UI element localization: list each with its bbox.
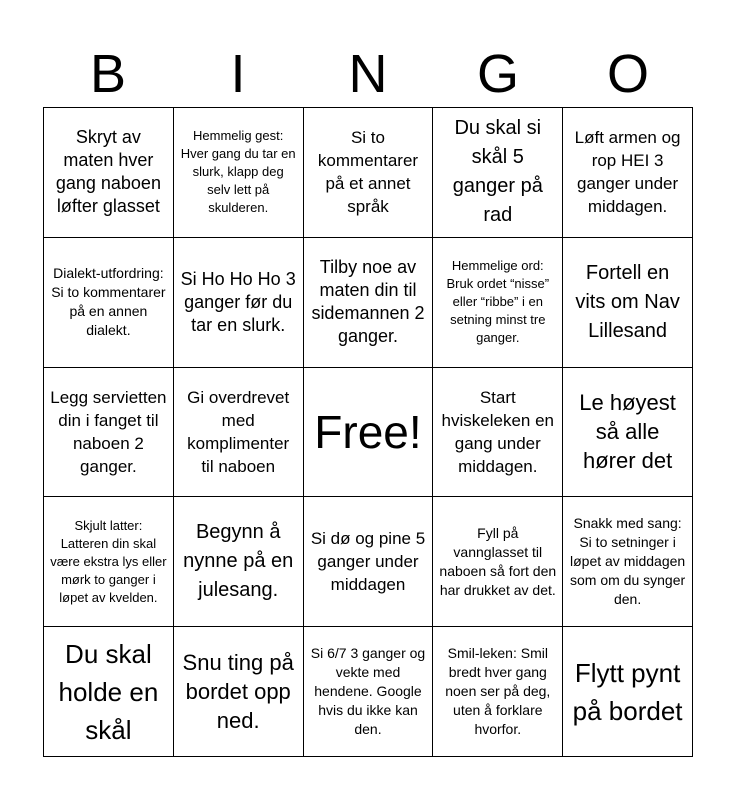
bingo-header xyxy=(43,40,693,108)
cell-text: Le høyest så alle hører det xyxy=(579,390,676,474)
bingo-cell[interactable] xyxy=(174,108,304,238)
bingo-cell[interactable] xyxy=(304,238,434,368)
bingo-cell[interactable] xyxy=(563,627,693,757)
cell-text: Tilby noe av maten din til sidemannen 2 ganger. xyxy=(311,257,425,347)
bingo-cell[interactable] xyxy=(304,627,434,757)
cell-text: Flytt pynt på bordet xyxy=(572,657,683,726)
cell-text: Dialekt-utfordring: Si to kommentarer på en annen dialekt. xyxy=(51,265,166,339)
header-letter-i: I xyxy=(230,44,246,104)
cell-text: Du skal si skål 5 ganger på rad xyxy=(452,117,543,227)
cell-text: Legg servietten din i fanget til naboen 2 ganger. xyxy=(50,387,167,476)
bingo-cell[interactable] xyxy=(304,108,434,238)
bingo-cell[interactable] xyxy=(563,368,693,498)
bingo-cell[interactable] xyxy=(174,627,304,757)
bingo-cell[interactable] xyxy=(433,368,563,498)
bingo-cell[interactable] xyxy=(304,497,434,627)
bingo-cell[interactable] xyxy=(44,108,174,238)
cell-text: Løft armen og rop HEI 3 ganger under middagen. xyxy=(574,128,681,217)
cell-text: Fortell en vits om Nav Lillesand xyxy=(575,261,680,342)
cell-text: Snakk med sang: Si to setninger i løpet av middagen som om du synger den. xyxy=(570,515,686,608)
cell-text: Smil-leken: Smil bredt hver gang noen ser på deg, uten å forklare hvorfor. xyxy=(445,645,551,738)
bingo-card xyxy=(43,107,693,757)
cell-text: Si Ho Ho Ho 3 ganger før du tar en slurk. xyxy=(180,268,296,335)
bingo-cell[interactable] xyxy=(563,108,693,238)
cell-text: Skjult latter: Latteren din skal være ekstra lys eller mørk to ganger i løpet av kvelden. xyxy=(50,517,167,605)
header-letter-b: B xyxy=(89,44,127,104)
header-letter-n: N xyxy=(348,44,388,104)
cell-text: Snu ting på bordet opp ned. xyxy=(182,650,294,734)
bingo-cell-free[interactable] xyxy=(304,368,434,498)
bingo-cell[interactable] xyxy=(433,108,563,238)
bingo-cell[interactable] xyxy=(563,238,693,368)
bingo-cell[interactable] xyxy=(563,497,693,627)
cell-text: Gi overdrevet med komplimenter til naboen xyxy=(187,387,290,476)
bingo-cell[interactable] xyxy=(44,627,174,757)
cell-text: Si 6/7 3 ganger og vekte med hendene. Google hvis du ikke kan den. xyxy=(310,645,426,738)
cell-text: Du skal holde en skål xyxy=(58,638,159,745)
cell-text: Si to kommentarer på et annet språk xyxy=(317,128,419,217)
bingo-cell[interactable] xyxy=(174,497,304,627)
cell-text: Hemmelige ord: Bruk ordet “nisse” eller “ribbe” i en setning minst tre ganger. xyxy=(446,258,550,346)
bingo-cell[interactable] xyxy=(174,368,304,498)
bingo-cell[interactable] xyxy=(44,238,174,368)
bingo-cell[interactable] xyxy=(44,368,174,498)
free-space-text: Free! xyxy=(314,405,422,458)
cell-text: Si dø og pine 5 ganger under middagen xyxy=(310,529,426,595)
bingo-cell[interactable] xyxy=(433,238,563,368)
cell-text: Fyll på vannglasset til naboen så fort den har drukket av det. xyxy=(439,524,557,598)
bingo-cell[interactable] xyxy=(433,627,563,757)
bingo-cell[interactable] xyxy=(174,238,304,368)
header-letter-o: O xyxy=(606,44,649,104)
cell-text: Skryt av maten hver gang naboen løfter glasset xyxy=(55,127,161,217)
bingo-cell[interactable] xyxy=(433,497,563,627)
cell-text: Begynn å nynne på en julesang. xyxy=(183,521,294,602)
cell-text: Hemmelig gest: Hver gang du tar en slurk, klapp deg selv lett på skulderen. xyxy=(180,128,296,216)
cell-text: Start hviskeleken en gang under middagen. xyxy=(441,387,555,476)
header-letter-g: G xyxy=(476,44,519,104)
bingo-cell[interactable] xyxy=(44,497,174,627)
